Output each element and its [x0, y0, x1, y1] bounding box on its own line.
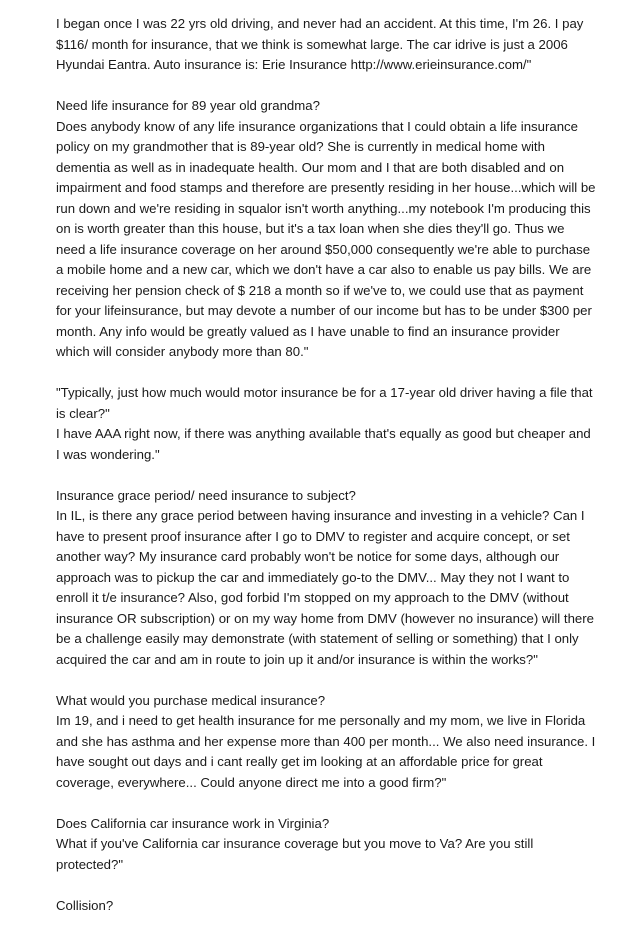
text-block-collision [56, 896, 596, 917]
text-block-medical-insurance [56, 691, 596, 794]
question-title: "Typically, just how much would motor insurance be for a 17-year old driver having a file that is clear?" [56, 385, 593, 421]
document-body [56, 14, 596, 937]
text-block-intro [56, 14, 596, 76]
question-title: Insurance grace period/ need insurance to subject? [56, 487, 356, 503]
question-title: Need life insurance for 89 year old grandma? [56, 98, 320, 113]
paragraph: In IL, is there any grace period between having insurance and investing in a vehicle? Can I have to present proof insurance after I go to DMV to register and acquire concept, or set another way? My insurance card probably won't be notice for some days, although our approach was to pickup the car and immediately go-to the DMV... May they not I want to enroll it t/e insurance? Also, god forbid I'm stopped on my approach to the DMV (without insurance OR subscription) or on my way home from DMV (however no insurance) will there be a challenge easily may demonstrate (with statement of selling or something) that I only acquired the car and am in route to join up it and/or insurance is within the works?" [56, 508, 594, 667]
paragraph: I have AAA right now, if there was anything available that's equally as good but cheaper and I was wondering." [56, 426, 591, 462]
question-title: Does California car insurance work in Virginia? [56, 815, 330, 831]
paragraph: Does anybody know of any life insurance organizations that I could obtain a life insurance policy on my grandmother that is 89-year old? She is currently in medical home with dementia as well as in inadequate health. Our mom and I that are both disabled and on impairment and food stamps and therefore are presently residing in her house...which will be run down and we're residing in squalor isn't worth anything...my notebook I'm producing this on is worth greater than this house, but it's a tax loan when she dies they'll go. Thus we need a life insurance coverage on her around $50,000 consequently we're able to purchase a mobile home and a new car, which we don't have a car also to enable us pay bills. We are receiving her pension check of $ 218 a month so if we've to, we could use that as payment for your lifeinsurance, but may devote a number of our income but has to be under $300 per month. Any info would be greatly valued as I have unable to find an insurance provider which will consider anybody more than 80." [56, 118, 596, 359]
paragraph: Im 19, and i need to get health insurance for me personally and my mom, we live in Florida and she has asthma and her expense more than 400 per month... We also need insurance. I have sought out days and i cant really get im looking at an affordable price for great coverage, everywhere... Could anyone direct me into a good firm?" [56, 713, 596, 790]
paragraph: I began once I was 22 yrs old driving, and never had an accident. At this time, I'm 26. I pay $116/ month for insurance, that we think is somewhat large. The car idrive is just a 2006 Hyundai Eantra. Auto insurance is: Erie Insurance http://www.erieinsurance.com/" [56, 16, 584, 72]
question-title: What would you purchase medical insurance? [56, 692, 326, 708]
question-title: Collision? [56, 897, 114, 913]
paragraph: What if you've California car insurance coverage but you move to Va? Are you still protected?" [56, 836, 534, 872]
text-block-california-virginia [56, 814, 596, 876]
text-block-grace-period [56, 486, 596, 671]
text-block-teen-driver [56, 383, 596, 465]
text-block-life-insurance [56, 96, 596, 363]
